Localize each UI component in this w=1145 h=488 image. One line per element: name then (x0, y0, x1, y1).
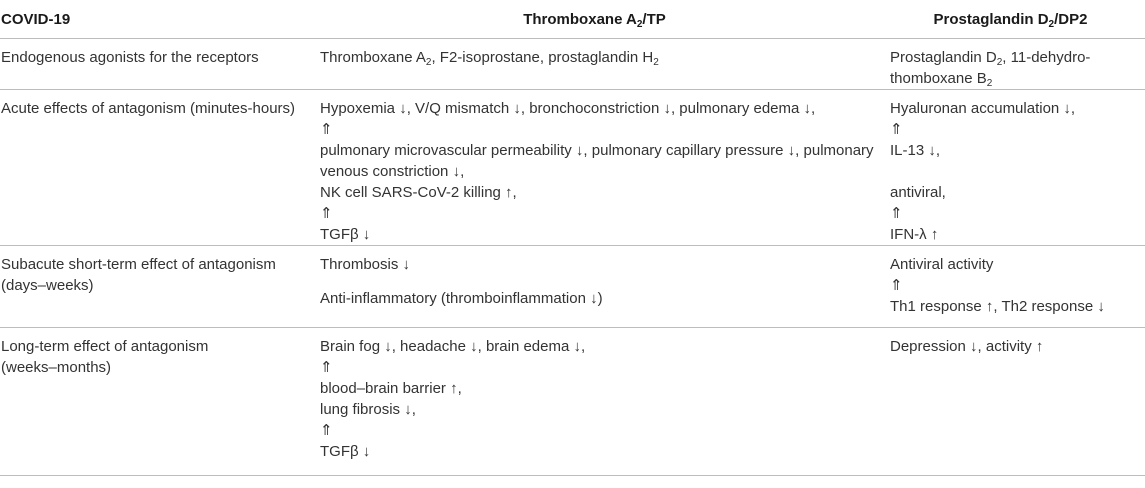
arrow: ⇑ (890, 277, 903, 294)
row-label-acute: Acute effects of antagonism (minutes-hours) (0, 90, 312, 246)
subscript: 2 (425, 57, 432, 68)
cell-dp-agonists (882, 39, 1145, 90)
text: Prostaglandin D (890, 49, 997, 66)
text-line: Thrombosis ↓ (320, 256, 411, 273)
text-line: TGFβ ↓ (320, 443, 371, 460)
text: thomboxane B (890, 70, 987, 87)
cell-tp-acute (312, 90, 882, 246)
text-line: TGFβ ↓ (320, 226, 371, 243)
spacer (890, 161, 1139, 182)
header-thromboxane-main: Thromboxane A (523, 10, 637, 28)
text-line: Hypoxemia ↓, V/Q mismatch ↓, bronchoconstriction ↓, pulmonary edema ↓, (320, 100, 816, 117)
text: , F2-isoprostane, prostaglandin H (431, 49, 654, 66)
header-covid: COVID-19 (0, 0, 312, 39)
text-line: blood–brain barrier ↑, (320, 380, 462, 397)
cell-tp-subacute (312, 246, 882, 328)
text-line: venous constriction ↓, (320, 163, 465, 180)
text: , 11-dehydro- (1002, 49, 1091, 66)
text-line: Brain fog ↓, headache ↓, brain edema ↓, (320, 338, 586, 355)
cell-dp-longterm (882, 328, 1145, 476)
label-line: Long-term effect of antagonism (1, 338, 209, 355)
text-line: NK cell SARS-CoV-2 killing ↑, (320, 184, 517, 201)
arrow: ⇑ (890, 205, 903, 222)
text-line: Anti-inflammatory (thromboinflammation ↓) (320, 290, 603, 307)
label-line: Subacute short-term effect of antagonism (1, 256, 276, 273)
text-line: antiviral, (890, 184, 946, 201)
header-prostaglandin-main: Prostaglandin D (933, 10, 1049, 28)
cell-dp-subacute (882, 246, 1145, 328)
spacer (320, 275, 876, 288)
header-prostaglandin-sub: 2 (1048, 18, 1055, 30)
subscript: 2 (653, 57, 659, 68)
row-label-subacute (0, 246, 312, 328)
text-line: Hyaluronan accumulation ↓, (890, 100, 1076, 117)
row-label-longterm (0, 328, 312, 476)
table-row (0, 90, 1145, 246)
cell-tp-agonists (312, 39, 882, 90)
text-line: Th1 response ↑, Th2 response ↓ (890, 298, 1105, 315)
arrow: ⇑ (890, 121, 903, 138)
table-row (0, 246, 1145, 328)
text-line: IFN-λ ↑ (890, 226, 939, 243)
arrow: ⇑ (320, 422, 333, 439)
row-label-agonists: Endogenous agonists for the receptors (0, 39, 312, 90)
header-prostaglandin-tail: /DP2 (1054, 10, 1088, 28)
table-header-row (0, 0, 1145, 39)
text-line: Depression ↓, activity ↑ (890, 338, 1044, 355)
label-line: (days–weeks) (1, 277, 94, 294)
subscript: 2 (986, 78, 993, 89)
table-row (0, 39, 1145, 90)
text: Thromboxane A (320, 49, 426, 66)
cell-tp-longterm (312, 328, 882, 476)
arrow: ⇑ (320, 121, 333, 138)
text-line: Antiviral activity (890, 256, 994, 273)
text-line: IL-13 ↓, (890, 142, 941, 159)
header-thromboxane-tail: /TP (642, 10, 666, 28)
arrow: ⇑ (320, 205, 333, 222)
label-line: (weeks–months) (1, 359, 112, 376)
header-thromboxane (312, 0, 882, 39)
text-line: pulmonary microvascular permeability ↓, pulmonary capillary pressure ↓, pulmonary (320, 142, 874, 159)
subscript: 2 (996, 57, 1003, 68)
arrow: ⇑ (320, 359, 333, 376)
header-thromboxane-sub: 2 (636, 18, 643, 30)
header-prostaglandin (882, 0, 1145, 39)
table-row (0, 328, 1145, 476)
cell-dp-acute (882, 90, 1145, 246)
text-line: lung fibrosis ↓, (320, 401, 416, 418)
